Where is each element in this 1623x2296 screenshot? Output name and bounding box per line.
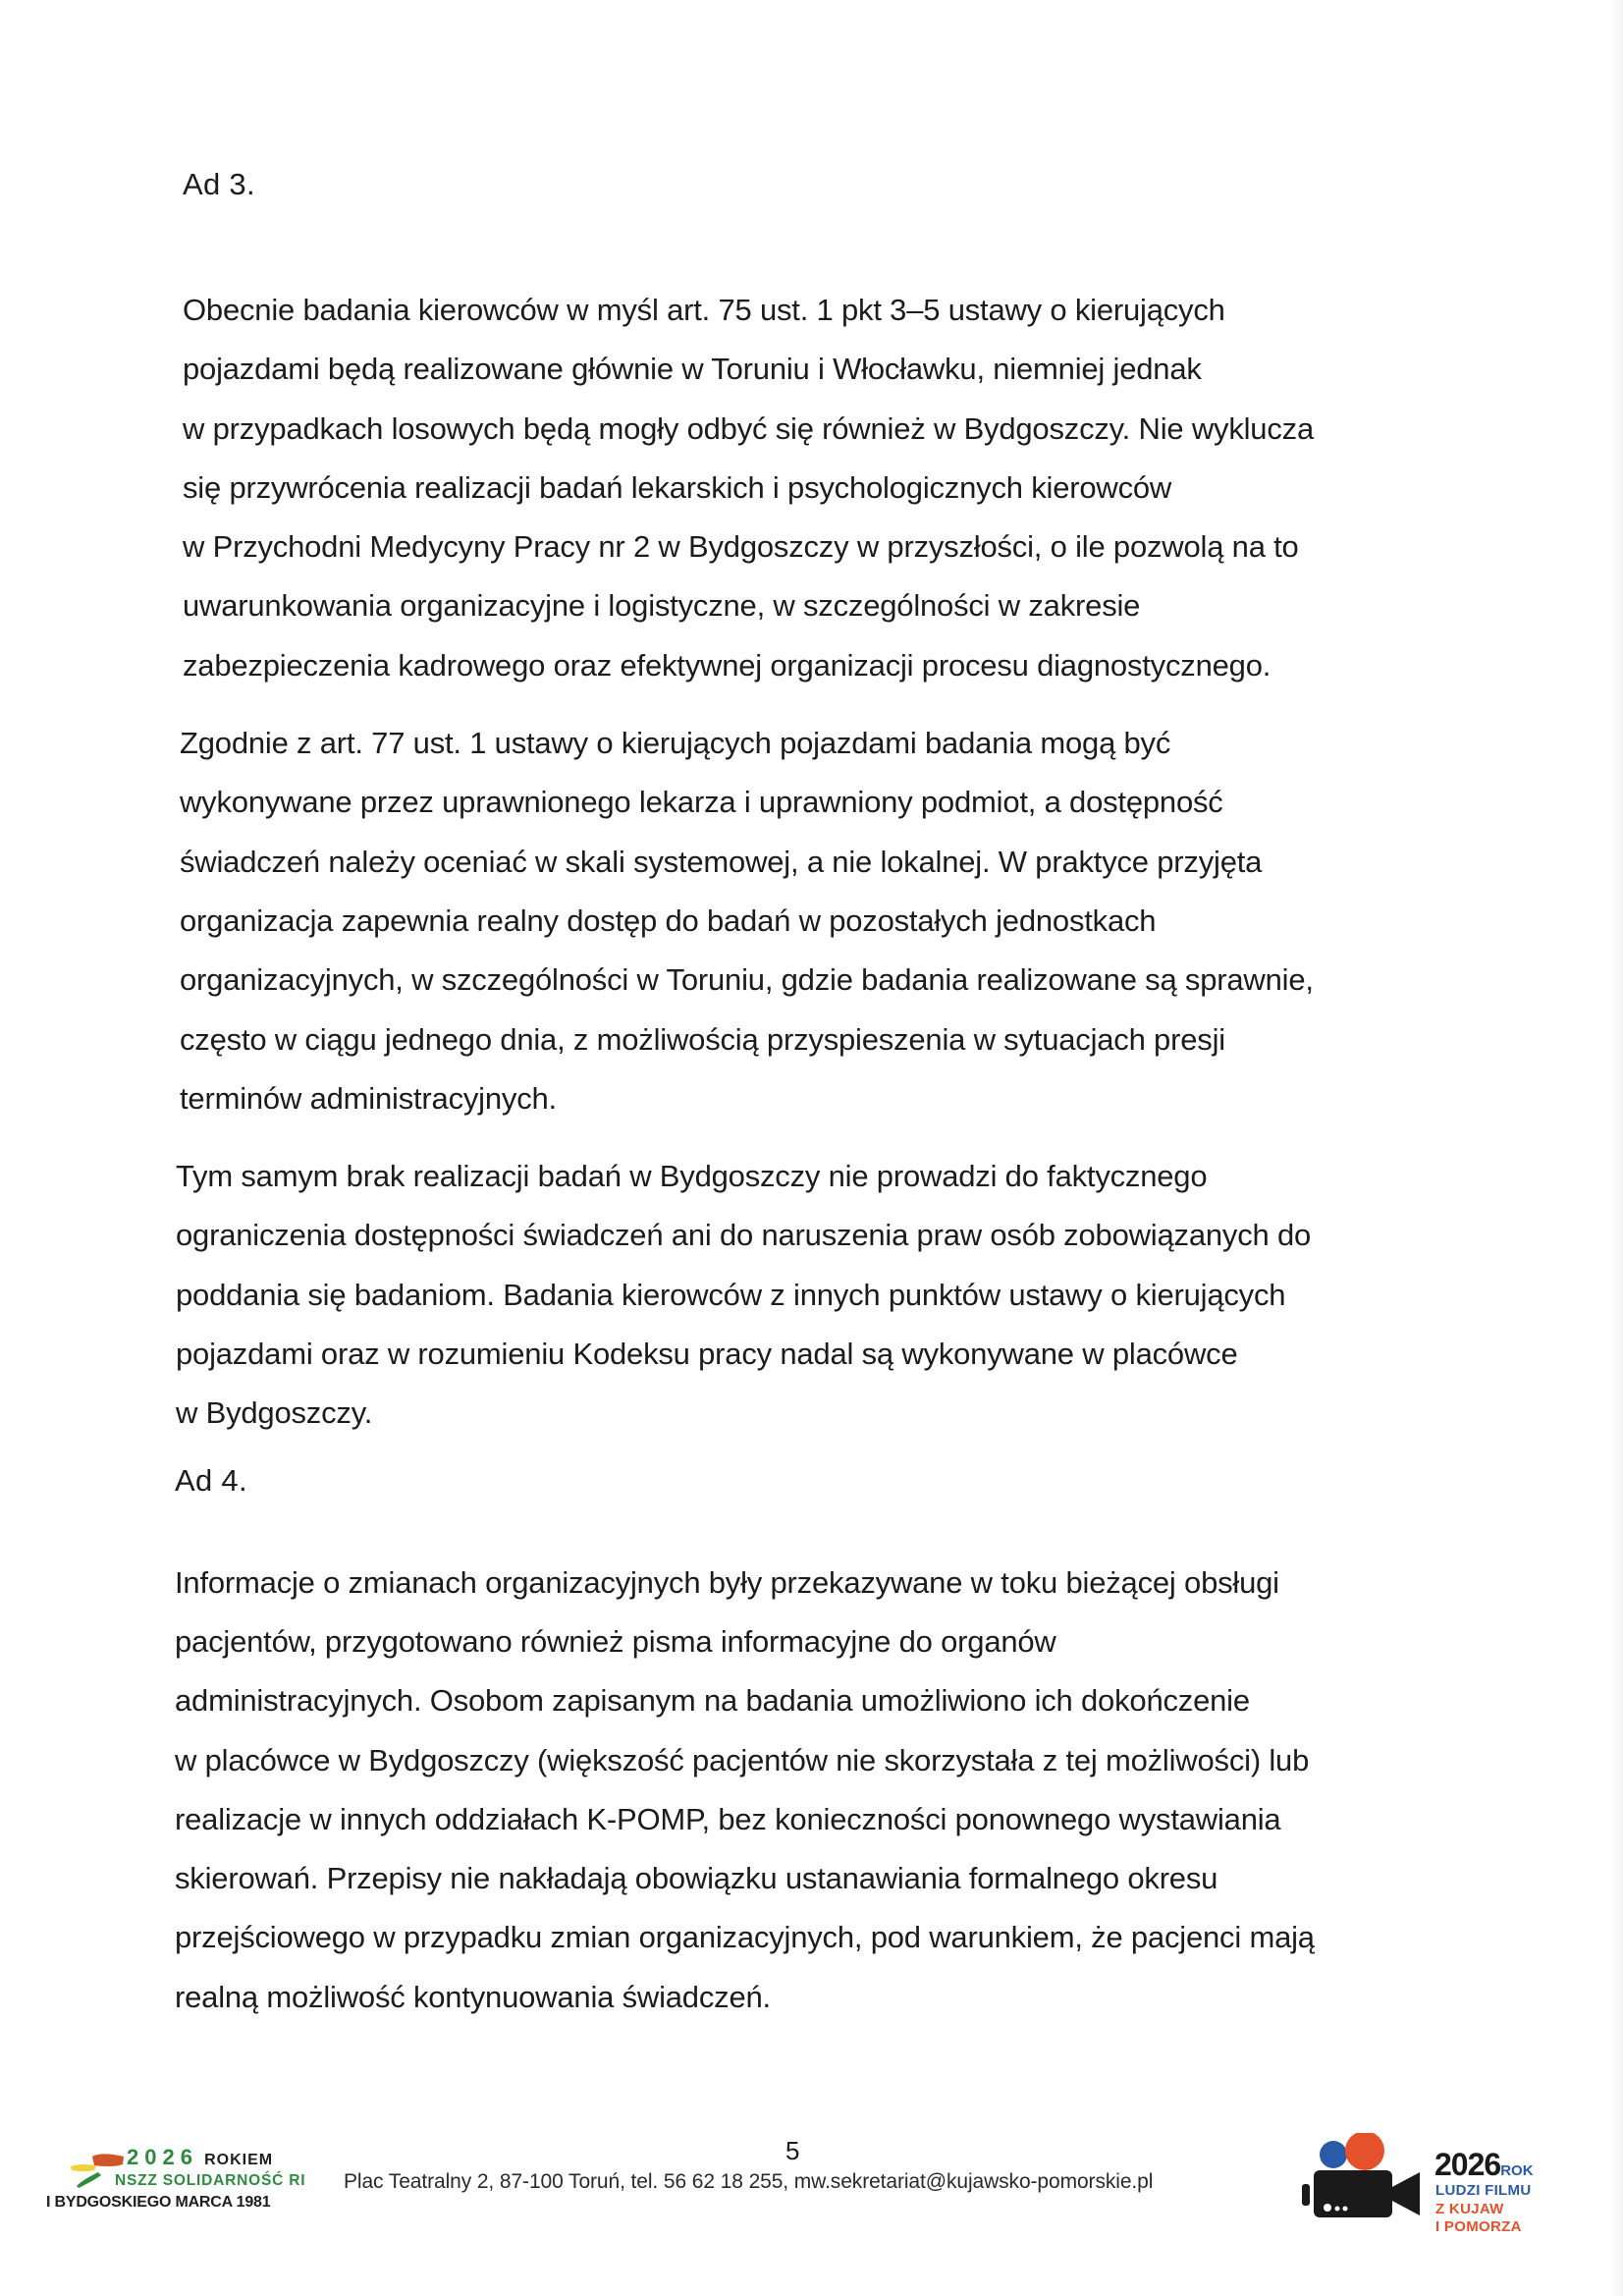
section-heading-ad4: Ad 4. xyxy=(175,1462,247,1498)
text-line: pacjentów, przygotowano również pisma informacyjne do organów xyxy=(175,1623,1056,1659)
document-body xyxy=(175,157,1430,2027)
text-line: Zgodnie z art. 77 ust. 1 ustawy o kierujących pojazdami badania mogą być xyxy=(180,726,1171,761)
solidarnosc-2026-logo xyxy=(44,2143,306,2221)
paragraph xyxy=(180,714,1430,1128)
logo-right-line1 xyxy=(1434,2147,1534,2183)
text-line: zabezpieczenia kadrowego oraz efektywnej organizacji procesu diagnostycznego. xyxy=(183,647,1271,683)
text-line: w Przychodni Medycyny Pracy nr 2 w Bydgoszczy w przyszłości, o ile pozwolą na to xyxy=(183,529,1299,565)
logo-right-rok: ROK xyxy=(1500,2162,1534,2179)
rok-ludzi-filmu-logo xyxy=(1294,2133,1549,2235)
logo-right-year: 2026 xyxy=(1434,2147,1501,2182)
text-line: w przypadkach losowych będą mogły odbyć się również w Bydgoszczy. Nie wyklucza xyxy=(183,410,1314,446)
footer-address: Plac Teatralny 2, 87-100 Toruń, tel. 56 62 18 255, mw.sekretariat@kujawsko-pomorskie.pl xyxy=(344,2170,1154,2193)
section-heading-ad3: Ad 3. xyxy=(183,167,255,201)
text-line: ograniczenia dostępności świadczeń ani do naruszenia praw osób zobowiązanych do xyxy=(176,1218,1312,1253)
text-line: się przywrócenia realizacji badań lekarskich i psychologicznych kierowców xyxy=(183,469,1172,505)
text-line: administracyjnych. Osobom zapisanym na badania umożliwiono ich dokończenie xyxy=(175,1683,1250,1719)
text-line: Obecnie badania kierowców w myśl art. 75 ust. 1 pkt 3–5 ustawy o kierujących xyxy=(183,293,1225,327)
logo-right-line2: LUDZI FILMU xyxy=(1435,2182,1532,2199)
film-camera-icon xyxy=(1294,2133,1432,2231)
page-number: 5 xyxy=(785,2136,800,2165)
text-line: organizacja zapewnia realny dostęp do badań w pozostałych jednostkach xyxy=(180,902,1157,938)
page-footer xyxy=(0,2121,1623,2239)
text-line: realną możliwość kontynuowania świadczeń. xyxy=(175,1979,771,2014)
page-edge-shadow xyxy=(1609,0,1623,2296)
text-line: świadczeń należy oceniać w skali systemowej, a nie lokalnej. W praktyce przyjęta xyxy=(180,844,1263,879)
text-line: organizacyjnych, w szczególności w Toruniu, gdzie badania realizowane są sprawnie, xyxy=(180,962,1314,998)
paragraph xyxy=(183,281,1430,695)
text-line: realizacje w innych oddziałach K-POMP, bez konieczności ponownego wystawiania xyxy=(175,1801,1281,1836)
logo-left-line3: I BYDGOSKIEGO MARCA 1981 xyxy=(46,2194,271,2211)
text-line: Informacje o zmianach organizacyjnych były przekazywane w toku bieżącej obsługi xyxy=(175,1564,1279,1600)
text-line: w Bydgoszczy. xyxy=(176,1395,373,1431)
logo-left-rokiem: ROKIEM xyxy=(204,2152,274,2168)
text-line: Tym samym brak realizacji badań w Bydgoszczy nie prowadzi do faktycznego xyxy=(176,1159,1208,1194)
logo-left-line1 xyxy=(127,2145,273,2170)
text-line: często w ciągu jednego dnia, z możliwością przyspieszenia w sytuacjach presji xyxy=(180,1021,1225,1057)
text-line: wykonywane przez uprawnionego lekarza i uprawniony podmiot, a dostępność xyxy=(180,785,1223,820)
text-line: poddania się badaniom. Badania kierowców z innych punktów ustawy o kierujących xyxy=(176,1277,1286,1312)
logo-right-line4: I POMORZA xyxy=(1435,2218,1522,2235)
text-line: pojazdami będą realizowane głównie w Toruniu i Włocławku, niemniej jednak xyxy=(183,352,1202,387)
text-line: terminów administracyjnych. xyxy=(180,1080,557,1116)
logo-left-year: 2026 xyxy=(127,2145,198,2169)
logo-right-line3: Z KUJAW xyxy=(1435,2201,1504,2217)
logo-left-line2: NSZZ SOLIDARNOŚĆ RI xyxy=(115,2172,306,2189)
text-line: uwarunkowania organizacyjne i logistyczne, w szczególności w zakresie xyxy=(183,588,1141,624)
text-line: pojazdami oraz w rozumieniu Kodeksu pracy nadal są wykonywane w placówce xyxy=(176,1337,1238,1372)
text-line: przejściowego w przypadku zmian organizacyjnych, pod warunkiem, że pacjenci mają xyxy=(175,1920,1315,1955)
text-line: skierowań. Przepisy nie nakładają obowiązku ustanawiania formalnego okresu xyxy=(175,1861,1218,1896)
text-line: w placówce w Bydgoszczy (większość pacjentów nie skorzystała z tej możliwości) lub xyxy=(175,1742,1310,1777)
paragraph xyxy=(176,1147,1430,1443)
paragraph xyxy=(175,1554,1430,2027)
